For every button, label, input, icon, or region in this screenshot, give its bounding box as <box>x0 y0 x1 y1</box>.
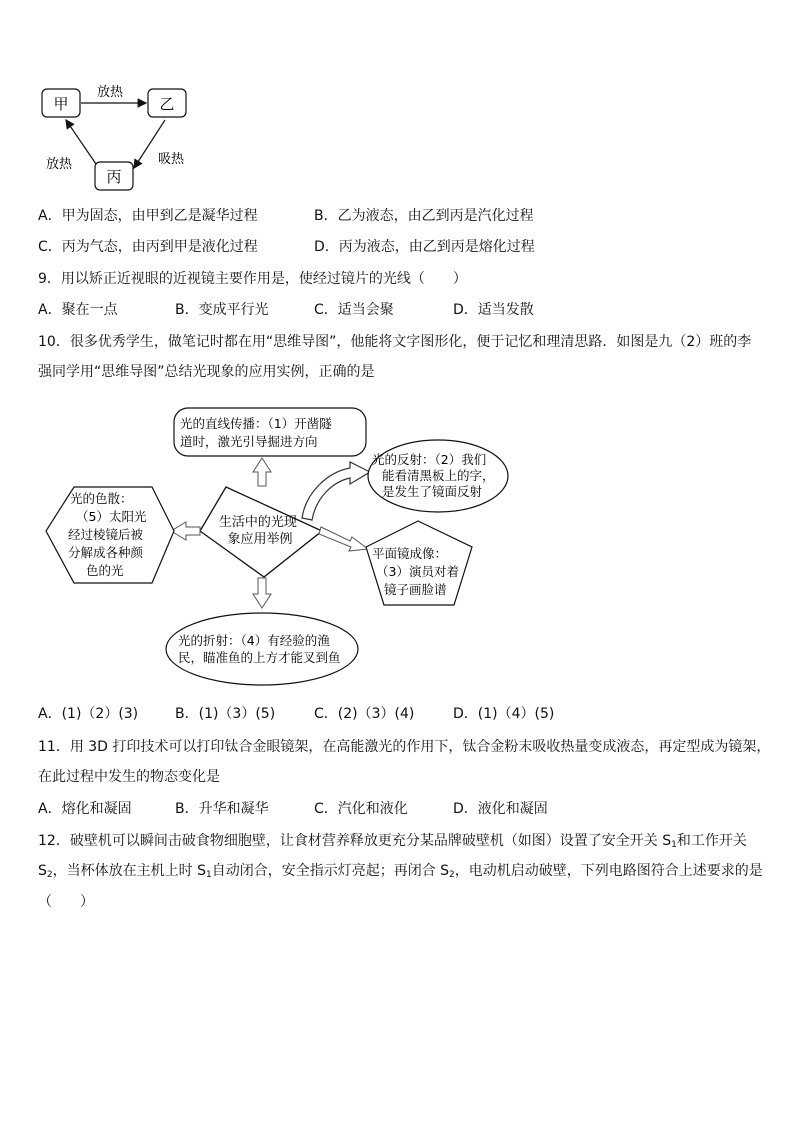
q9-option-b: B．变成平行光 <box>175 302 269 318</box>
q8-option-b: B．乙为液态，由乙到丙是汽化过程 <box>314 208 534 224</box>
mindmap-refraction-text: 光的折射：（4）有经验的渔 民，瞄准鱼的上方才能叉到鱼 <box>178 633 341 665</box>
q12-stem-line1: 12．破壁机可以瞬间击破食物细胞壁，让食材营养释放更充分某品牌破壁机（如图）设置了安全开关 $S_1$和工作开关 <box>38 833 747 850</box>
mindmap-arrow-down <box>253 578 271 608</box>
q11-option-a: A．熔化和凝固 <box>38 801 132 817</box>
mindmap-mirror-text: 平面镜成像： （3）演员对着 镜子画脸谱 <box>372 546 459 597</box>
q9-option-d: D．适当发散 <box>453 302 534 318</box>
q11-option-c: C．汽化和液化 <box>314 801 408 817</box>
q10-option-d: D．(1)（4）(5) <box>453 706 555 722</box>
node-jia-label: 甲 <box>53 95 69 113</box>
q8-option-a: A．甲为固态，由甲到乙是凝华过程 <box>38 208 258 224</box>
q9-option-a: A．聚在一点 <box>38 302 118 318</box>
q9-option-c: C．适当会聚 <box>314 302 394 318</box>
q8-option-c: C．丙为气态，由丙到甲是液化过程 <box>38 239 258 255</box>
state-change-cycle-diagram <box>30 78 210 196</box>
q10-stem-line2: 强同学用“思维导图”总结光现象的应用实例，正确的是 <box>38 364 375 380</box>
optics-mind-map <box>38 400 538 696</box>
mindmap-arrow-left <box>171 522 200 540</box>
label-absorb-heat: 吸热 <box>158 152 185 167</box>
mindmap-top-text: 光的直线传播：（1）开凿隧 道时，激光引导掘进方向 <box>180 416 332 449</box>
q10-option-b: B．(1)（3）(5) <box>175 706 276 722</box>
q12-stem-line2: $S_2$，当杯体放在主机上时 $S_1$自动闭合，安全指示灯亮起；再闭合 $S_2$，电动机启动破壁，下列电路图符合上述要求的是 <box>38 863 763 880</box>
q11-stem-line1: 11．用 3D 打印技术可以打印钛合金眼镜架，在高能激光的作用下，钛合金粉末吸收热量变成液态，再定型成为镜架， <box>38 739 771 755</box>
mindmap-arrow-curved <box>302 462 370 520</box>
q9-stem: 9．用以矫正近视眼的近视镜主要作用是，使经过镜片的光线（ ） <box>38 271 467 287</box>
q10-option-a: A．(1)（2）(3) <box>38 706 139 722</box>
q8-option-d: D．丙为液态，由乙到丙是熔化过程 <box>314 239 535 255</box>
node-bing-label: 丙 <box>106 168 122 186</box>
mindmap-arrow-right <box>319 527 368 551</box>
q12-stem-line3: （ ） <box>38 894 94 910</box>
label-release-heat-left: 放热 <box>46 157 73 172</box>
q11-option-b: B．升华和凝华 <box>175 801 269 817</box>
mindmap-dispersion-text: 光的色散： （5）太阳光 经过棱镜后被 分解成各种颜 色的光 <box>68 491 147 578</box>
q10-option-c: C．(2)（3）(4) <box>314 706 415 722</box>
q11-option-d: D．液化和凝固 <box>453 801 548 817</box>
q10-stem-line1: 10．很多优秀学生，做笔记时都在用“思维导图”，他能将文字图形化，便于记忆和理清思路．如图是九（2）班的李 <box>38 334 752 350</box>
mindmap-refraction-ellipse <box>166 613 358 685</box>
mindmap-center-label: 生活中的光现 象应用举例 <box>218 515 297 547</box>
node-yi-label: 乙 <box>159 95 175 113</box>
q11-stem-line2: 在此过程中发生的物态变化是 <box>38 769 220 785</box>
label-release-heat-top: 放热 <box>96 85 124 100</box>
mindmap-reflection-text: 光的反射：（2）我们 能看清黑板上的字， 是发生了镜面反射 <box>372 452 495 499</box>
mindmap-arrow-up <box>253 458 271 486</box>
